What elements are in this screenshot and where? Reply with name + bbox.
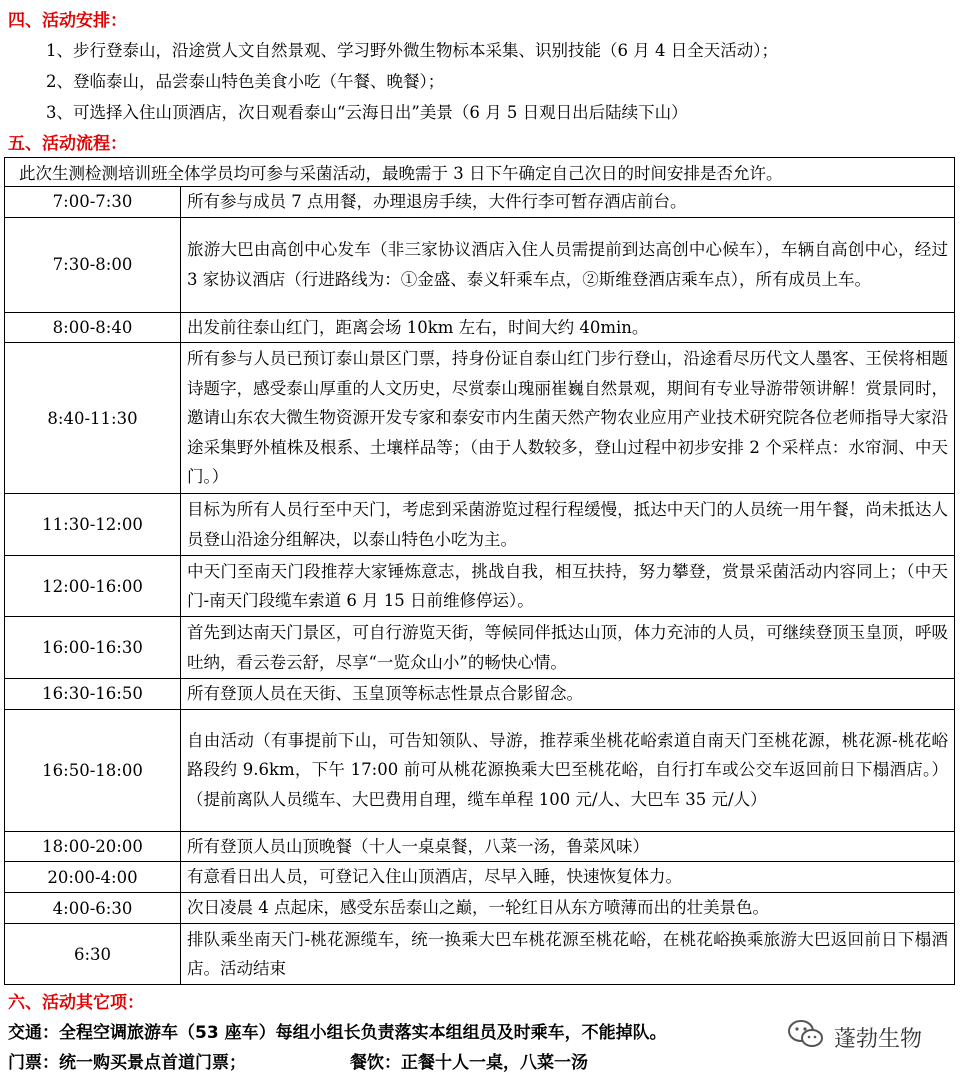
time-cell: 16:50-18:00 bbox=[5, 709, 181, 831]
time-cell: 8:00-8:40 bbox=[5, 312, 181, 343]
desc-cell: 旅游大巴由高创中心发车（非三家协议酒店入住人员需提前到达高创中心候车），车辆自高创中心，经过 3 家协议酒店（行进路线为：①金盛、泰义轩乘车点，②斯维登酒店乘车点），所有成员上车。 bbox=[181, 217, 955, 312]
meal-info: 餐饮：正餐十人一桌，八菜一汤 bbox=[350, 1053, 588, 1073]
desc-cell: 自由活动（有事提前下山，可告知领队、导游，推荐乘坐桃花峪索道自南天门至桃花源，桃花源-桃花峪路段约 9.6km，下午 17:00 前可从桃花源换乘大巴至桃花峪，自行打车或公交车返回前日下榻酒店。）（提前离队人员缆车、大巴费用自理，缆车单程 100 元/人、大巴车 35 元/人） bbox=[181, 709, 955, 831]
table-intro: 此次生测检测培训班全体学员均可参与采菌活动，最晚需于 3 日下午确定自己次日的时间安排是否允许。 bbox=[5, 158, 955, 187]
schedule-item-2: 2、登临泰山，品尝泰山特色美食小吃（午餐、晚餐）； bbox=[46, 72, 445, 91]
watermark bbox=[786, 1018, 922, 1056]
time-cell: 16:00-16:30 bbox=[5, 617, 181, 679]
schedule-item-3: 3、可选择入住山顶酒店，次日观看泰山“云海日出”美景（6 月 5 日观日出后陆续下山） bbox=[46, 103, 688, 122]
time-cell: 6:30 bbox=[5, 924, 181, 985]
table-row bbox=[5, 312, 955, 343]
section-6-title: 六、活动其它项： bbox=[8, 993, 144, 1013]
schedule-item-1: 1、步行登泰山，沿途赏人文自然景观、学习野外微生物标本采集、识别技能（6 月 4 日全天活动）； bbox=[46, 41, 778, 60]
time-cell: 18:00-20:00 bbox=[5, 831, 181, 862]
table-row bbox=[5, 709, 955, 831]
time-cell: 16:30-16:50 bbox=[5, 679, 181, 710]
desc-cell: 首先到达南天门景区，可自行游览天街，等候同伴抵达山顶，体力充沛的人员，可继续登顶玉皇顶，呼吸吐纳，看云卷云舒，尽享“一览众山小”的畅快心情。 bbox=[181, 617, 955, 679]
section-4-title: 四、活动安排： bbox=[8, 11, 127, 31]
desc-cell: 次日凌晨 4 点起床，感受东岳泰山之巅，一轮红日从东方喷薄而出的壮美景色。 bbox=[181, 893, 955, 924]
desc-cell: 出发前往泰山红门，距离会场 10km 左右，时间大约 40min。 bbox=[181, 312, 955, 343]
table-row bbox=[5, 617, 955, 679]
desc-cell: 中天门至南天门段推荐大家锤炼意志，挑战自我，相互扶持，努力攀登，赏景采菌活动内容同上；（中天门-南天门段缆车索道 6 月 15 日前维修停运）。 bbox=[181, 556, 955, 617]
table-row bbox=[5, 494, 955, 556]
transport-info: 交通：全程空调旅游车（53 座车）每组小组长负责落实本组组员及时乘车，不能掉队。 bbox=[8, 1023, 667, 1043]
desc-cell: 目标为所有人员行至中天门，考虑到采菌游览过程行程缓慢，抵达中天门的人员统一用午餐，尚未抵达人员登山沿途分组解决，以泰山特色小吃为主。 bbox=[181, 494, 955, 556]
table-row bbox=[5, 862, 955, 893]
table-row bbox=[5, 343, 955, 494]
table-row bbox=[5, 831, 955, 862]
section-5-title: 五、活动流程： bbox=[8, 134, 127, 154]
desc-cell: 所有参与人员已预订泰山景区门票，持身份证自泰山红门步行登山，沿途看尽历代文人墨客、王侯将相题诗题字，感受泰山厚重的人文历史，尽赏泰山瑰丽崔巍自然景观，期间有专业导游带领讲解！赏景同时，邀请山东农大微生物资源开发专家和泰安市内生菌天然产物农业应用产业技术研究院各位老师指导大家沿途采集野外植株及根系、土壤样品等；（由于人数较多，登山过程中初步安排 2 个采样点：水帘洞、中天门。） bbox=[181, 343, 955, 494]
desc-cell: 所有登顶人员在天街、玉皇顶等标志性景点合影留念。 bbox=[181, 679, 955, 710]
desc-cell: 排队乘坐南天门-桃花源缆车，统一换乘大巴车桃花源至桃花峪，在桃花峪换乘旅游大巴返回前日下榻酒店。活动结束 bbox=[181, 924, 955, 985]
table-intro-row bbox=[5, 158, 955, 187]
table-row bbox=[5, 217, 955, 312]
time-cell: 11:30-12:00 bbox=[5, 494, 181, 556]
time-cell: 4:00-6:30 bbox=[5, 893, 181, 924]
table-row bbox=[5, 924, 955, 985]
table-row bbox=[5, 187, 955, 218]
table-row bbox=[5, 556, 955, 617]
desc-cell: 所有参与成员 7 点用餐，办理退房手续，大件行李可暂存酒店前台。 bbox=[181, 187, 955, 218]
desc-cell: 有意看日出人员，可登记入住山顶酒店，尽早入睡，快速恢复体力。 bbox=[181, 862, 955, 893]
table-row bbox=[5, 679, 955, 710]
watermark-text: 蓬勃生物 bbox=[834, 1026, 923, 1052]
time-cell: 7:00-7:30 bbox=[5, 187, 181, 218]
table-row bbox=[5, 893, 955, 924]
time-cell: 20:00-4:00 bbox=[5, 862, 181, 893]
activity-flow-table bbox=[4, 157, 955, 985]
time-cell: 8:40-11:30 bbox=[5, 343, 181, 494]
time-cell: 7:30-8:00 bbox=[5, 217, 181, 312]
time-cell: 12:00-16:00 bbox=[5, 556, 181, 617]
wechat-icon bbox=[786, 1018, 834, 1056]
ticket-info: 门票：统一购买景点首道门票； bbox=[8, 1053, 246, 1073]
desc-cell: 所有登顶人员山顶晚餐（十人一桌桌餐，八菜一汤，鲁菜风味） bbox=[181, 831, 955, 862]
